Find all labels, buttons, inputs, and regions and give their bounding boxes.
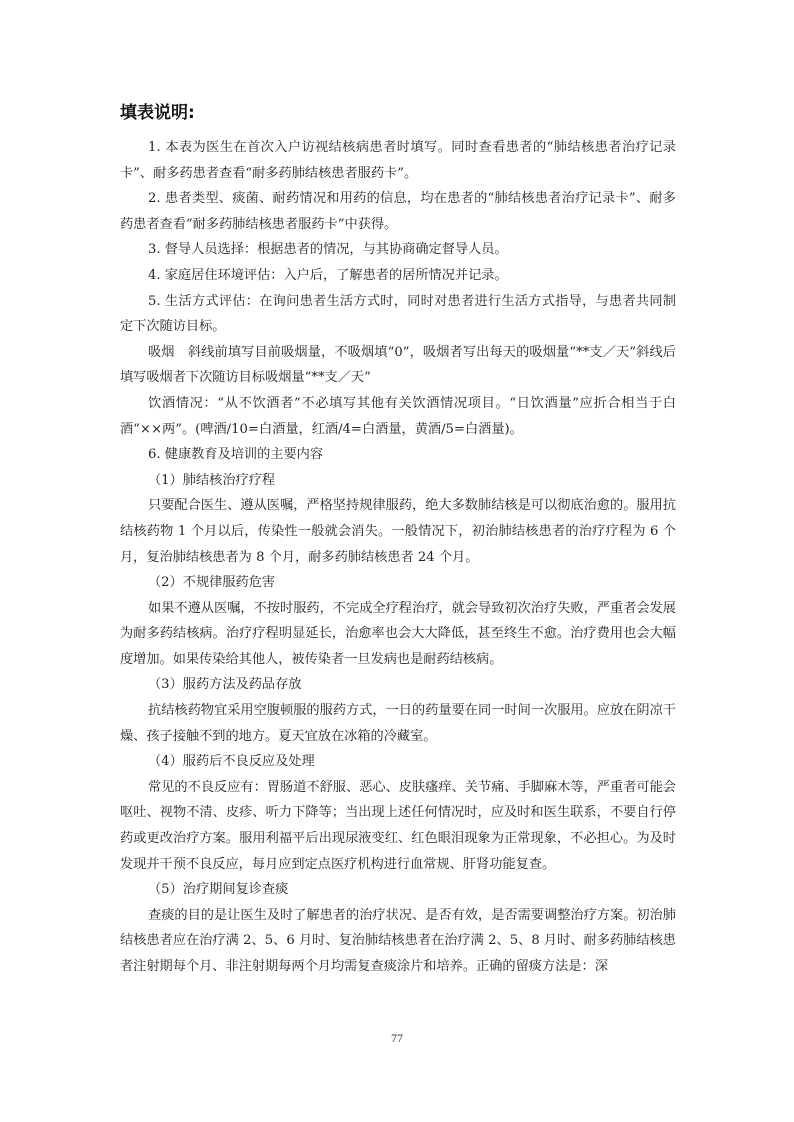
subheading-3: （3）服药方法及药品存放 <box>148 677 302 693</box>
page-content <box>120 98 676 980</box>
subheading-5: （5）治疗期间复诊查痰 <box>148 882 289 898</box>
note-smoking: 吸烟 斜线前填写目前吸烟量，不吸烟填“0”，吸烟者写出每天的吸烟量“**支／天”斜线后填写吸烟者下次随访目标吸烟量“**支／天” <box>120 344 676 386</box>
note-1: 1. 本表为医生在首次入户访视结核病患者时填写。同时查看患者的“肺结核患者治疗记录卡”、耐多药患者查看“耐多药肺结核患者服药卡”。 <box>120 140 676 181</box>
note-6-heading: 6. 健康教育及培训的主要内容 <box>148 447 324 463</box>
note-3: 3. 督导人员选择：根据患者的情况，与其协商确定督导人员。 <box>148 242 508 258</box>
body-5: 查痰的目的是让医生及时了解患者的治疗状况、是否有效，是否需要调整治疗方案。初治肺结核患者应在治疗满 2、5、6 月时、复治肺结核患者在治疗满 2、5、8 月时、耐多药肺结核患者注射期每个月、非注射期每两个月均需复查痰涂片和培养。正确的留痰方法是：深 <box>120 907 676 974</box>
subheading-1: （1）肺结核治疗疗程 <box>148 472 276 488</box>
body-2: 如果不遵从医嘱，不按时服药，不完成全疗程治疗，就会导致初次治疗失败，严重者会发展为耐多药结核病。治疗疗程明显延长，治愈率也会大大降低，甚至终生不愈。治疗费用也会大幅度增加。如果传染给其他人，被传染者一旦发病也是耐药结核病。 <box>120 600 676 667</box>
subheading-4: （4）服药后不良反应及处理 <box>148 754 315 770</box>
body-3: 抗结核药物宜采用空腹顿服的服药方式，一日的药量要在同一时间一次服用。应放在阴凉干燥、孩子接触不到的地方。夏天宜放在冰箱的冷藏室。 <box>120 703 676 744</box>
note-5: 5. 生活方式评估：在询问患者生活方式时，同时对患者进行生活方式指导，与患者共同制定下次随访目标。 <box>120 293 676 335</box>
section-heading: 填表说明: <box>120 103 195 123</box>
note-drinking: 饮酒情况：“从不饮酒者”不必填写其他有关饮酒情况项目。“日饮酒量”应折合相当于白酒“××两”。(啤酒/10=白酒量，红酒/4=白酒量，黄酒/5=白酒量)。 <box>120 395 676 437</box>
body-1: 只要配合医生、遵从医嘱，严格坚持规律服药，绝大多数肺结核是可以彻底治愈的。服用抗结核药物 1 个月以后，传染性一般就会消失。一般情况下，初治肺结核患者的治疗疗程为 6 个月，复治肺结核患者为 8 个月，耐多药肺结核患者 24 个月。 <box>120 498 676 565</box>
subheading-2: （2）不规律服药危害 <box>148 575 276 591</box>
note-4: 4. 家庭居住环境评估：入户后，了解患者的居所情况并记录。 <box>148 267 508 283</box>
page-number: 77 <box>391 1031 403 1045</box>
note-2: 2. 患者类型、痰菌、耐药情况和用药的信息，均在患者的“肺结核患者治疗记录卡”、耐多药患者查看“耐多药肺结核患者服药卡”中获得。 <box>120 191 676 232</box>
body-4: 常见的不良反应有：胃肠道不舒服、恶心、皮肤瘙痒、关节痛、手脚麻木等，严重者可能会呕吐、视物不清、皮疹、听力下降等；当出现上述任何情况时，应及时和医生联系，不要自行停药或更改治疗方案。服用利福平后出现尿液变红、红色眼泪现象为正常现象，不必担心。为及时发现并干预不良反应，每月应到定点医疗机构进行血常规、肝肾功能复查。 <box>120 779 676 872</box>
